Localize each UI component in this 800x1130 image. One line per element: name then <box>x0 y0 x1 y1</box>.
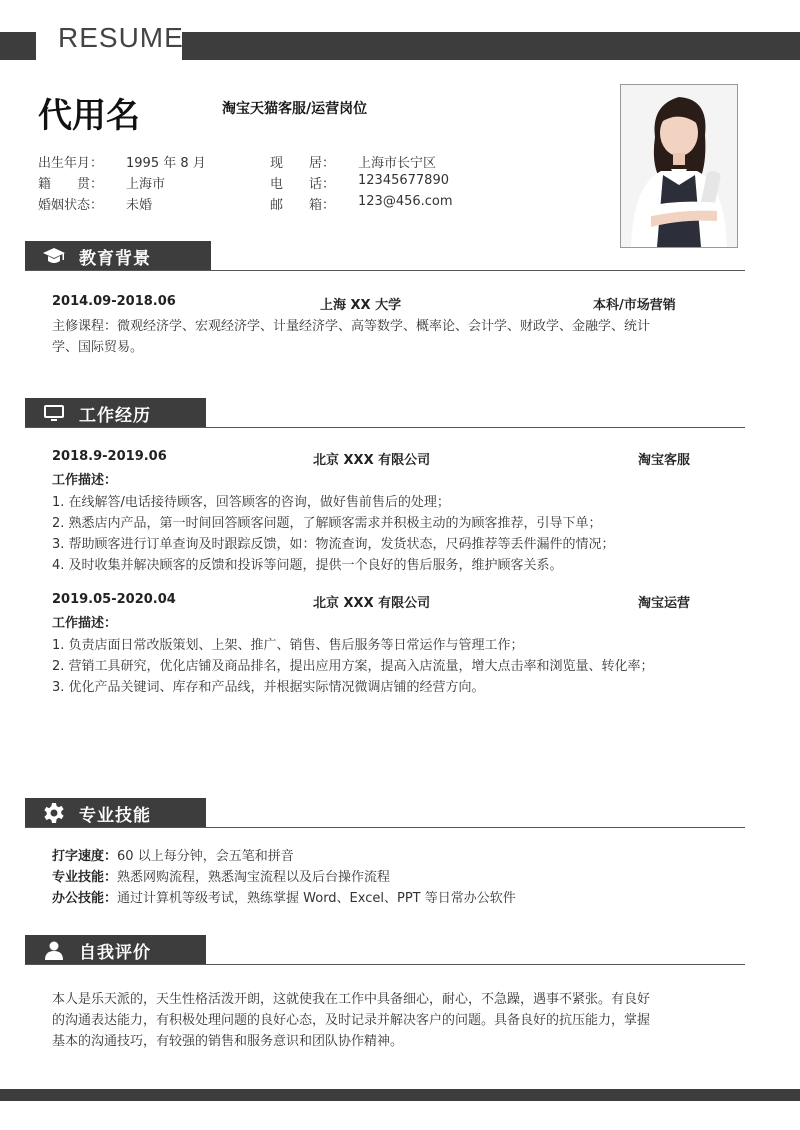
info-value: 上海市 <box>126 177 166 192</box>
job-duty-item: 2. 熟悉店内产品，第一时间回答顾客问题，了解顾客需求并积极主动的为顾客推荐，引导下单； <box>52 516 602 531</box>
job-role: 淘宝客服 <box>638 453 691 468</box>
edu-period: 2014.09-2018.06 <box>52 294 176 309</box>
job-duty-item: 1. 在线解答/电话接待顾客，回答顾客的咨询，做好售前售后的处理； <box>52 495 450 510</box>
job-duty-item: 1. 负责店面日常改版策划、上架、推广、销售、售后服务等日常运作与管理工作； <box>52 638 524 653</box>
info-right-column <box>270 152 453 215</box>
candidate-name: 代用名 <box>38 96 140 136</box>
skill-row <box>52 867 516 888</box>
edu-degree: 本科/市场营销 <box>593 298 676 313</box>
section-title: 自我评价 <box>79 942 151 963</box>
info-row <box>38 194 206 215</box>
info-label: 现 居： <box>270 156 336 171</box>
target-position: 淘宝天猫客服/运营岗位 <box>222 101 368 117</box>
job-role: 淘宝运营 <box>638 596 691 611</box>
gear-icon <box>41 802 67 824</box>
edu-school: 上海 XX 大学 <box>320 298 402 313</box>
job-company: 北京 XXX 有限公司 <box>313 596 431 611</box>
job-duty-item: 3. 优化产品关键词、库存和产品线，并根据实际情况微调店铺的经营方向。 <box>52 680 485 695</box>
job-desc-label: 工作描述： <box>52 473 118 488</box>
header-bar-right <box>182 32 800 60</box>
info-label: 婚姻状态： <box>38 198 104 213</box>
info-row <box>270 152 453 173</box>
profile-photo <box>620 84 738 248</box>
section-divider <box>25 827 745 828</box>
section-header-skills <box>25 798 206 828</box>
info-value: 123@456.com <box>358 194 453 209</box>
skill-value: 60 以上每分钟，会五笔和拼音 <box>117 849 294 864</box>
section-header-work <box>25 398 206 428</box>
section-title: 工作经历 <box>79 405 151 426</box>
resume-title: RESUME <box>58 22 184 53</box>
info-value: 1995 年 8 月 <box>126 156 206 171</box>
info-value: 12345677890 <box>358 173 449 188</box>
info-label: 邮 箱： <box>270 198 336 213</box>
self-eval-line: 的沟通表达能力，有积极处理问题的良好心态，及时记录并解决客户的问题。具备良好的抗压能力，掌握 <box>52 1013 651 1028</box>
edu-courses-line: 主修课程：微观经济学、宏观经济学、计量经济学、高等数学、概率论、会计学、财政学、金融学、统计 <box>52 319 651 334</box>
info-value: 上海市长宁区 <box>358 156 437 171</box>
job-duty-list <box>52 635 654 698</box>
section-header-education <box>25 241 211 271</box>
info-row <box>38 152 206 173</box>
info-left-column <box>38 152 206 215</box>
skill-row <box>52 888 516 909</box>
section-divider <box>25 270 745 271</box>
header-bar-left <box>0 32 36 60</box>
job-period: 2018.9-2019.06 <box>52 449 167 464</box>
job-desc-label: 工作描述： <box>52 616 118 631</box>
monitor-icon <box>41 402 67 424</box>
section-title: 教育背景 <box>79 248 151 269</box>
graduation-cap-icon <box>41 245 67 267</box>
job-company: 北京 XXX 有限公司 <box>313 453 431 468</box>
edu-courses-line: 学、国际贸易。 <box>52 340 144 355</box>
info-value: 未婚 <box>126 198 153 213</box>
section-divider <box>25 427 745 428</box>
self-eval-line: 基本的沟通技巧，有较强的销售和服务意识和团队协作精神。 <box>52 1034 404 1049</box>
skills-list <box>52 846 516 909</box>
info-label: 籍 贯： <box>38 177 104 192</box>
section-header-self-eval <box>25 935 206 965</box>
job-duty-list <box>52 492 615 576</box>
section-title: 专业技能 <box>79 805 151 826</box>
info-label: 出生年月： <box>38 156 104 171</box>
self-evaluation <box>52 989 650 1052</box>
self-eval-line: 本人是乐天派的，天生性格活泼开朗，这就使我在工作中具备细心，耐心，不急躁，遇事不紧张。有良好 <box>52 992 651 1007</box>
job-period: 2019.05-2020.04 <box>52 592 176 607</box>
section-divider <box>25 964 745 965</box>
info-row <box>38 173 206 194</box>
info-label: 电 话： <box>270 177 336 192</box>
footer-bar <box>0 1089 800 1101</box>
skill-label: 专业技能： <box>52 870 118 885</box>
job-duty-item: 4. 及时收集并解决顾客的反馈和投诉等问题，提供一个良好的售后服务，维护顾客关系。 <box>52 558 563 573</box>
portrait-illustration <box>621 85 737 247</box>
job-duty-item: 2. 营销工具研究，优化店铺及商品排名，提出应用方案，提高入店流量，增大点击率和浏览量、转化率； <box>52 659 654 674</box>
job-duty-item: 3. 帮助顾客进行订单查询及时跟踪反馈，如：物流查询，发货状态，尺码推荐等丢件漏件的情况； <box>52 537 615 552</box>
info-row <box>270 194 453 215</box>
edu-courses <box>52 316 752 358</box>
skill-label: 办公技能： <box>52 891 118 906</box>
skill-value: 通过计算机等级考试，熟练掌握 Word、Excel、PPT 等日常办公软件 <box>117 891 516 906</box>
skill-row <box>52 846 516 867</box>
skill-label: 打字速度： <box>52 849 118 864</box>
info-row <box>270 173 453 194</box>
person-icon <box>41 939 67 961</box>
skill-value: 熟悉网购流程，熟悉淘宝流程以及后台操作流程 <box>117 870 391 885</box>
